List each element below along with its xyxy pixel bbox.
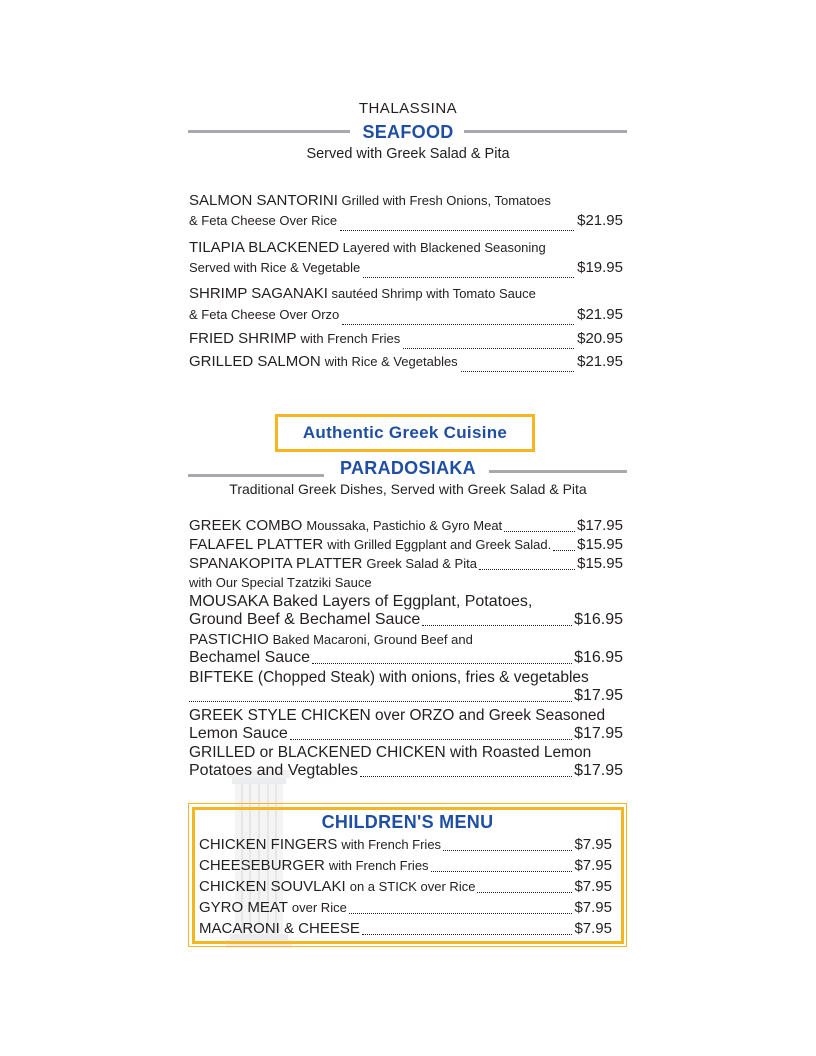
menu-item-spanakopita-note	[189, 574, 623, 592]
item-price: $7.95	[574, 836, 612, 853]
item-price: $17.95	[574, 687, 623, 704]
menu-item-greek-style-chicken	[189, 706, 623, 725]
item-name: SHRIMP SAGANAKI	[189, 285, 328, 302]
authentic-greek-banner	[275, 414, 535, 452]
menu-item-tilapia-blackened	[189, 238, 623, 257]
item-desc: Moussaka, Pastichio & Gyro Meat	[306, 518, 503, 533]
kids-item-macaroni-cheese	[199, 918, 612, 939]
item-name: FALAFEL PLATTER	[189, 536, 324, 553]
item-text: BIFTEKE (Chopped Steak) with onions, fries & vegetables	[189, 669, 589, 686]
kids-item-cheeseburger	[199, 855, 612, 876]
menu-item-salmon-santorini-line2	[189, 212, 623, 235]
dot-leader	[363, 276, 574, 278]
dot-leader	[349, 912, 573, 914]
item-desc: on a STICK over Rice	[349, 879, 476, 894]
item-price: $15.95	[577, 536, 623, 553]
menu-item-fried-shrimp	[189, 330, 623, 353]
item-price: $7.95	[574, 857, 612, 874]
item-text: Lemon Sauce	[189, 725, 288, 742]
kids-item-chicken-fingers	[199, 834, 612, 855]
menu-item-spanakopita-platter	[189, 555, 623, 573]
dot-leader	[477, 891, 572, 893]
item-desc: & Feta Cheese Over Rice	[189, 213, 338, 228]
menu-item-pastichio-line2	[189, 649, 623, 667]
menu-item-pastichio	[189, 630, 623, 649]
item-price: $7.95	[574, 899, 612, 916]
item-price: $17.95	[574, 725, 623, 742]
item-desc: with French Fries	[341, 837, 442, 852]
dot-leader	[422, 624, 572, 626]
kids-item-gyro-meat	[199, 897, 612, 918]
item-text: Ground Beef & Bechamel Sauce	[189, 611, 421, 628]
item-name: CHEESEBURGER	[199, 857, 325, 874]
seafood-subtitle: Served with Greek Salad & Pita	[306, 146, 510, 162]
seafood-title: SEAFOOD	[362, 122, 454, 142]
item-text: GREEK STYLE CHICKEN over ORZO and Greek Seasoned	[189, 707, 606, 724]
item-text: Potatoes and Vegtables	[189, 762, 359, 779]
menu-item-bifteke-line2	[189, 687, 623, 705]
dot-leader	[290, 738, 572, 740]
item-name: CHICKEN FINGERS	[199, 836, 338, 853]
dot-leader	[189, 700, 572, 702]
item-name: CHICKEN SOUVLAKI	[199, 878, 346, 895]
menu-item-salmon-santorini	[189, 191, 623, 210]
item-desc: Served with Rice & Vegetable	[189, 260, 361, 275]
item-name: SPANAKOPITA PLATTER	[189, 555, 363, 572]
item-desc: with French Fries	[328, 858, 429, 873]
menu-item-shrimp-saganaki-line2	[189, 306, 623, 329]
item-name: GREEK COMBO	[189, 517, 303, 534]
menu-item-greek-style-chicken-line2	[189, 725, 623, 743]
dot-leader	[461, 370, 574, 372]
menu-item-shrimp-saganaki	[189, 284, 623, 303]
item-desc: with Our Special Tzatziki Sauce	[189, 575, 372, 590]
menu-item-grilled-chicken	[189, 743, 623, 762]
item-price: $17.95	[574, 762, 623, 779]
dot-leader	[340, 229, 574, 231]
item-price: $7.95	[574, 878, 612, 895]
item-price: $20.95	[577, 330, 623, 347]
item-desc: sautéed Shrimp with Tomato Sauce	[327, 286, 536, 301]
menu-item-falafel-platter	[189, 536, 623, 554]
item-name: GRILLED SALMON	[189, 353, 321, 370]
banner-label: Authentic Greek Cuisine	[302, 423, 508, 442]
menu-item-greek-combo	[189, 517, 623, 535]
dot-leader	[362, 933, 573, 935]
kids-item-chicken-souvlaki	[199, 876, 612, 897]
item-price: $21.95	[577, 306, 623, 323]
menu-item-tilapia-blackened-line2	[189, 259, 623, 282]
dot-leader	[504, 530, 575, 532]
dot-leader	[479, 568, 575, 570]
item-name: GYRO MEAT	[199, 899, 288, 916]
item-price: $19.95	[577, 259, 623, 276]
dot-leader	[431, 870, 573, 872]
dot-leader	[553, 549, 575, 551]
dot-leader	[312, 662, 572, 664]
menu-item-grilled-chicken-line2	[189, 762, 623, 780]
item-price: $15.95	[577, 555, 623, 572]
dot-leader	[403, 347, 574, 349]
item-price: $16.95	[574, 611, 623, 628]
item-desc: & Feta Cheese Over Orzo	[189, 307, 340, 322]
menu-item-bifteke	[189, 668, 623, 687]
childrens-menu-title: CHILDREN'S MENU	[321, 812, 494, 832]
item-desc: with Rice & Vegetables	[324, 354, 458, 369]
item-price: $16.95	[574, 649, 623, 666]
item-desc: Greek Salad & Pita	[366, 556, 477, 571]
menu-item-mousaka	[189, 592, 623, 611]
item-desc: Baked Macaroni, Ground Beef and	[272, 632, 473, 647]
paradosiaka-subtitle: Traditional Greek Dishes, Served with Greek Salad & Pita	[229, 481, 587, 497]
menu-item-mousaka-line2	[189, 611, 623, 629]
dot-leader	[342, 323, 574, 325]
item-name: FRIED SHRIMP	[189, 330, 297, 347]
item-text: GRILLED or BLACKENED CHICKEN with Roasted Lemon	[189, 744, 592, 761]
dot-leader	[443, 849, 572, 851]
item-name: MACARONI & CHEESE	[199, 920, 360, 937]
item-name: TILAPIA BLACKENED	[189, 239, 340, 256]
dot-leader	[360, 775, 572, 777]
seafood-kicker: THALASSINA	[358, 100, 458, 117]
item-name: SALMON SANTORINI	[189, 192, 338, 209]
item-desc: over Rice	[291, 900, 347, 915]
item-text: MOUSAKA Baked Layers of Eggplant, Potatoes,	[189, 593, 533, 610]
item-desc: Grilled with Fresh Onions, Tomatoes	[337, 193, 551, 208]
item-desc: with Grilled Eggplant and Greek Salad.	[327, 537, 552, 552]
item-text: Bechamel Sauce	[189, 649, 310, 666]
item-price: $7.95	[574, 920, 612, 937]
item-price: $21.95	[577, 212, 623, 229]
item-desc: Layered with Blackened Seasoning	[339, 240, 546, 255]
item-desc: with French Fries	[300, 331, 401, 346]
paradosiaka-title: PARADOSIAKA	[340, 458, 476, 478]
item-price: $21.95	[577, 353, 623, 370]
item-name: PASTICHIO	[189, 631, 269, 648]
item-price: $17.95	[577, 517, 623, 534]
menu-item-grilled-salmon	[189, 353, 623, 376]
